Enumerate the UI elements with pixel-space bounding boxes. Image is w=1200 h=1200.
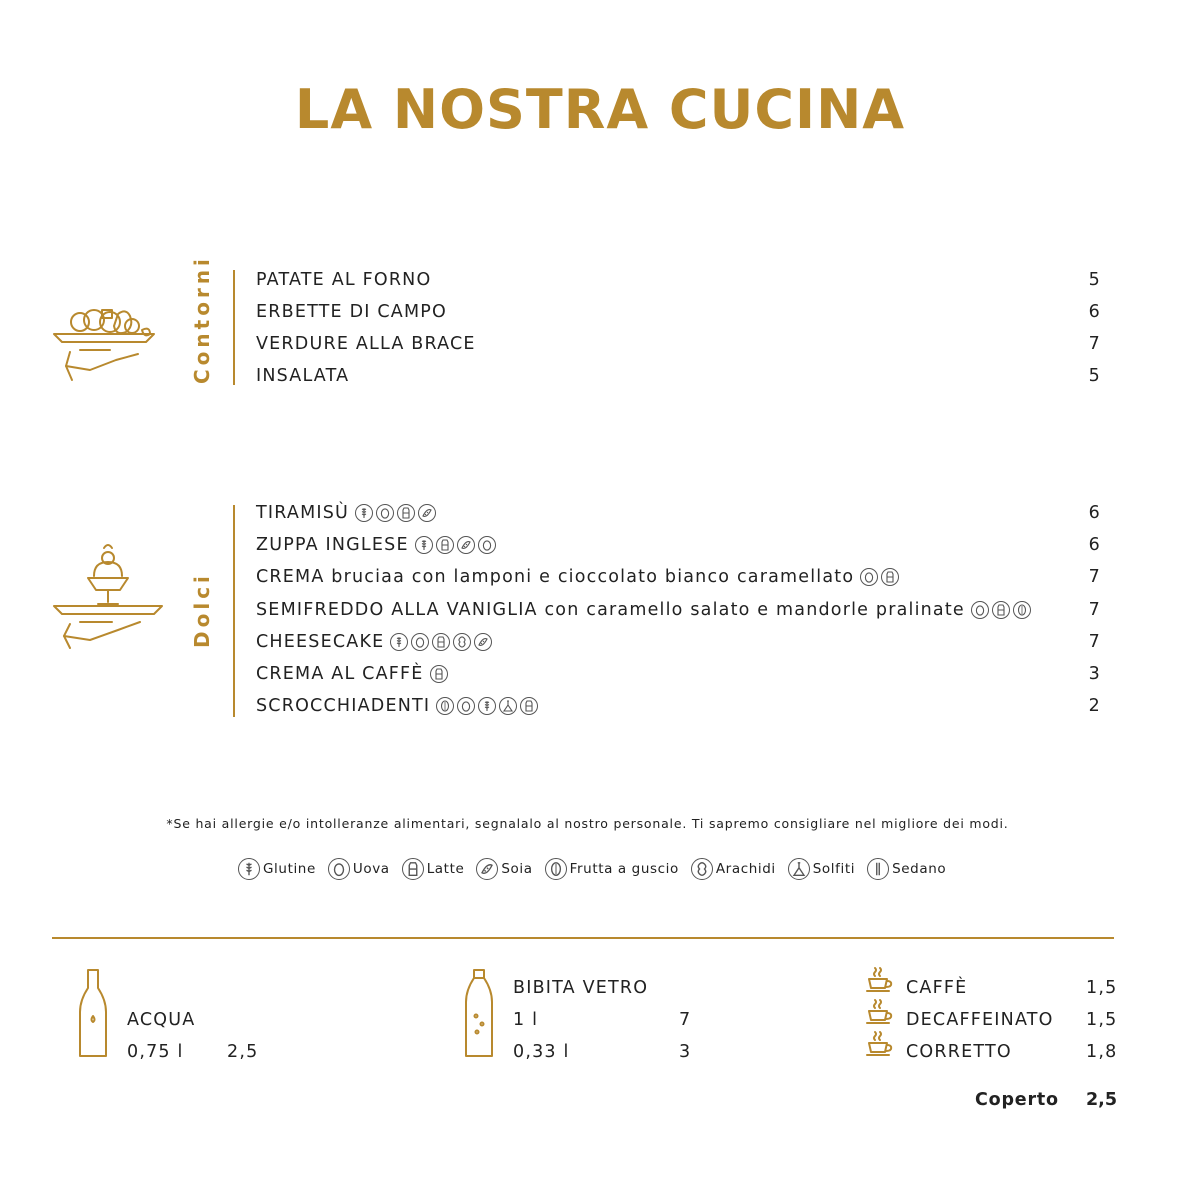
soia-allergen-icon [476,858,498,880]
menu-item-price: 5 [1088,366,1101,386]
legend-item [545,858,679,880]
menu-item-label: ZUPPA INGLESE [256,535,409,556]
frutta-allergen-icon [436,697,454,715]
soia-allergen-icon [474,633,492,651]
menu-item [256,530,1101,560]
soft-drink-name: BIBITA VETRO [513,978,649,998]
coffee-name: CORRETTO [906,1042,1012,1062]
legend-label: Arachidi [715,861,776,877]
menu-item-name [256,600,1031,620]
allergen-icons [390,633,492,651]
menu-item-label: CHEESECAKE [256,631,385,652]
menu-item-label: CREMA AL CAFFÈ [256,664,424,684]
uova-allergen-icon [971,601,989,619]
menu-item [256,361,1101,391]
dessert-tray-icon [50,540,170,660]
glutine-allergen-icon [415,536,433,554]
soft-drink-bottle-icon [464,966,494,1062]
menu-item-price: 5 [1088,270,1101,290]
vegetables-tray-icon [50,300,170,390]
allergen-icons [355,504,436,522]
latte-allergen-icon [992,601,1010,619]
soft-drink-price: 3 [679,1042,692,1062]
section-divider [233,505,235,717]
menu-item-name: PATATE AL FORNO [256,270,432,290]
menu-item-name [256,632,492,652]
menu-item-price: 6 [1088,503,1101,523]
soft-drink-size: 0,33 l [513,1042,570,1062]
legend-label: Frutta a guscio [569,861,679,877]
menu-item-label: SEMIFREDDO ALLA VANIGLIA con caramello salato e mandorle pralinate [256,599,965,620]
allergen-icons [430,665,448,683]
menu-item-label: TIRAMISÙ [256,503,350,523]
menu-item-price: 6 [1088,535,1101,556]
menu-item-label: SCROCCHIADENTI [256,696,431,717]
menu-item [256,595,1101,625]
legend-label: Glutine [263,861,316,877]
uova-allergen-icon [328,858,350,880]
arachidi-allergen-icon [453,633,471,651]
menu-item-name [256,503,436,523]
menu-item [256,627,1101,657]
legend-label: Soia [501,861,533,877]
menu-item [256,498,1101,528]
uova-allergen-icon [457,697,475,715]
menu-item-price: 7 [1088,567,1101,588]
menu-item-price: 7 [1088,334,1101,354]
page-title: LA NOSTRA CUCINA [294,78,906,141]
menu-item [256,265,1101,295]
frutta-allergen-icon [1013,601,1031,619]
coperto-label: Coperto [975,1090,1059,1110]
menu-item-price: 3 [1088,664,1101,684]
soft-drink-price: 7 [679,1010,692,1030]
water-size: 0,75 l [127,1042,184,1062]
menu-item-name: ERBETTE DI CAMPO [256,302,447,322]
legend-item [691,858,776,880]
latte-allergen-icon [397,504,415,522]
coffee-cup-icon [866,998,894,1026]
legend-label: Sedano [892,861,947,877]
glutine-allergen-icon [478,697,496,715]
latte-allergen-icon [432,633,450,651]
allergen-icons [415,536,496,554]
section-contorni [0,250,1200,400]
legend-label: Latte [426,861,465,877]
coffee-cup-icon [866,1030,894,1058]
coffee-name: CAFFÈ [906,978,968,998]
allergen-icons [436,697,538,715]
legend-item [867,858,946,880]
latte-allergen-icon [436,536,454,554]
section-dolci [0,490,1200,720]
glutine-allergen-icon [238,858,260,880]
coffee-price: 1,5 [1086,1010,1118,1030]
glutine-allergen-icon [355,504,373,522]
sedano-allergen-icon [867,858,889,880]
menu-item-price: 7 [1088,599,1101,620]
water-name: ACQUA [127,1010,196,1030]
uova-allergen-icon [411,633,429,651]
frutta-allergen-icon [545,858,567,880]
latte-allergen-icon [430,665,448,683]
soia-allergen-icon [418,504,436,522]
latte-allergen-icon [520,697,538,715]
menu-item [256,659,1101,689]
coffee-name: DECAFFEINATO [906,1010,1054,1030]
coffee-price: 1,5 [1086,978,1118,998]
latte-allergen-icon [402,858,424,880]
menu-item [256,562,1101,592]
soia-allergen-icon [457,536,475,554]
uova-allergen-icon [478,536,496,554]
menu-item-name [256,664,448,684]
menu-item-label: CREMA bruciaa con lamponi e cioccolato bianco caramellato [256,567,855,588]
water-bottle-icon [78,966,108,1062]
legend-item [788,858,855,880]
menu-item-name [256,567,899,587]
menu-item [256,297,1101,327]
allergen-legend [238,858,946,880]
coffee-cup-icon [866,966,894,994]
menu-item-price: 7 [1088,631,1101,652]
menu-item-name: INSALATA [256,366,350,386]
solfiti-allergen-icon [499,697,517,715]
menu-item-name [256,535,496,555]
allergy-note: *Se hai allergie e/o intolleranze alimentari, segnalalo al nostro personale. Ti sapremo consigliare nel migliore dei modi. [166,816,1009,831]
legend-item [402,858,465,880]
section-separator [52,937,1114,939]
soft-drink-size: 1 l [513,1010,539,1030]
menu-item-name [256,696,538,716]
latte-allergen-icon [881,568,899,586]
allergen-icons [860,568,899,586]
menu-item [256,691,1101,721]
coffee-price: 1,8 [1086,1042,1118,1062]
coperto-price: 2,5 [1086,1090,1118,1110]
legend-item [328,858,390,880]
menu-item-name: VERDURE ALLA BRACE [256,334,476,354]
solfiti-allergen-icon [788,858,810,880]
section-label-dolci: Dolci [190,572,214,648]
section-divider [233,270,235,385]
arachidi-allergen-icon [691,858,713,880]
section-label-contorni: Contorni [190,255,214,385]
legend-label: Solfiti [812,861,856,877]
menu-item [256,329,1101,359]
water-price: 2,5 [227,1042,259,1062]
glutine-allergen-icon [390,633,408,651]
menu-item-price: 6 [1088,302,1101,322]
legend-item [238,858,316,880]
uova-allergen-icon [860,568,878,586]
menu-item-price: 2 [1088,696,1101,717]
legend-label: Uova [352,861,390,877]
allergen-icons [971,601,1031,619]
uova-allergen-icon [376,504,394,522]
legend-item [476,858,532,880]
